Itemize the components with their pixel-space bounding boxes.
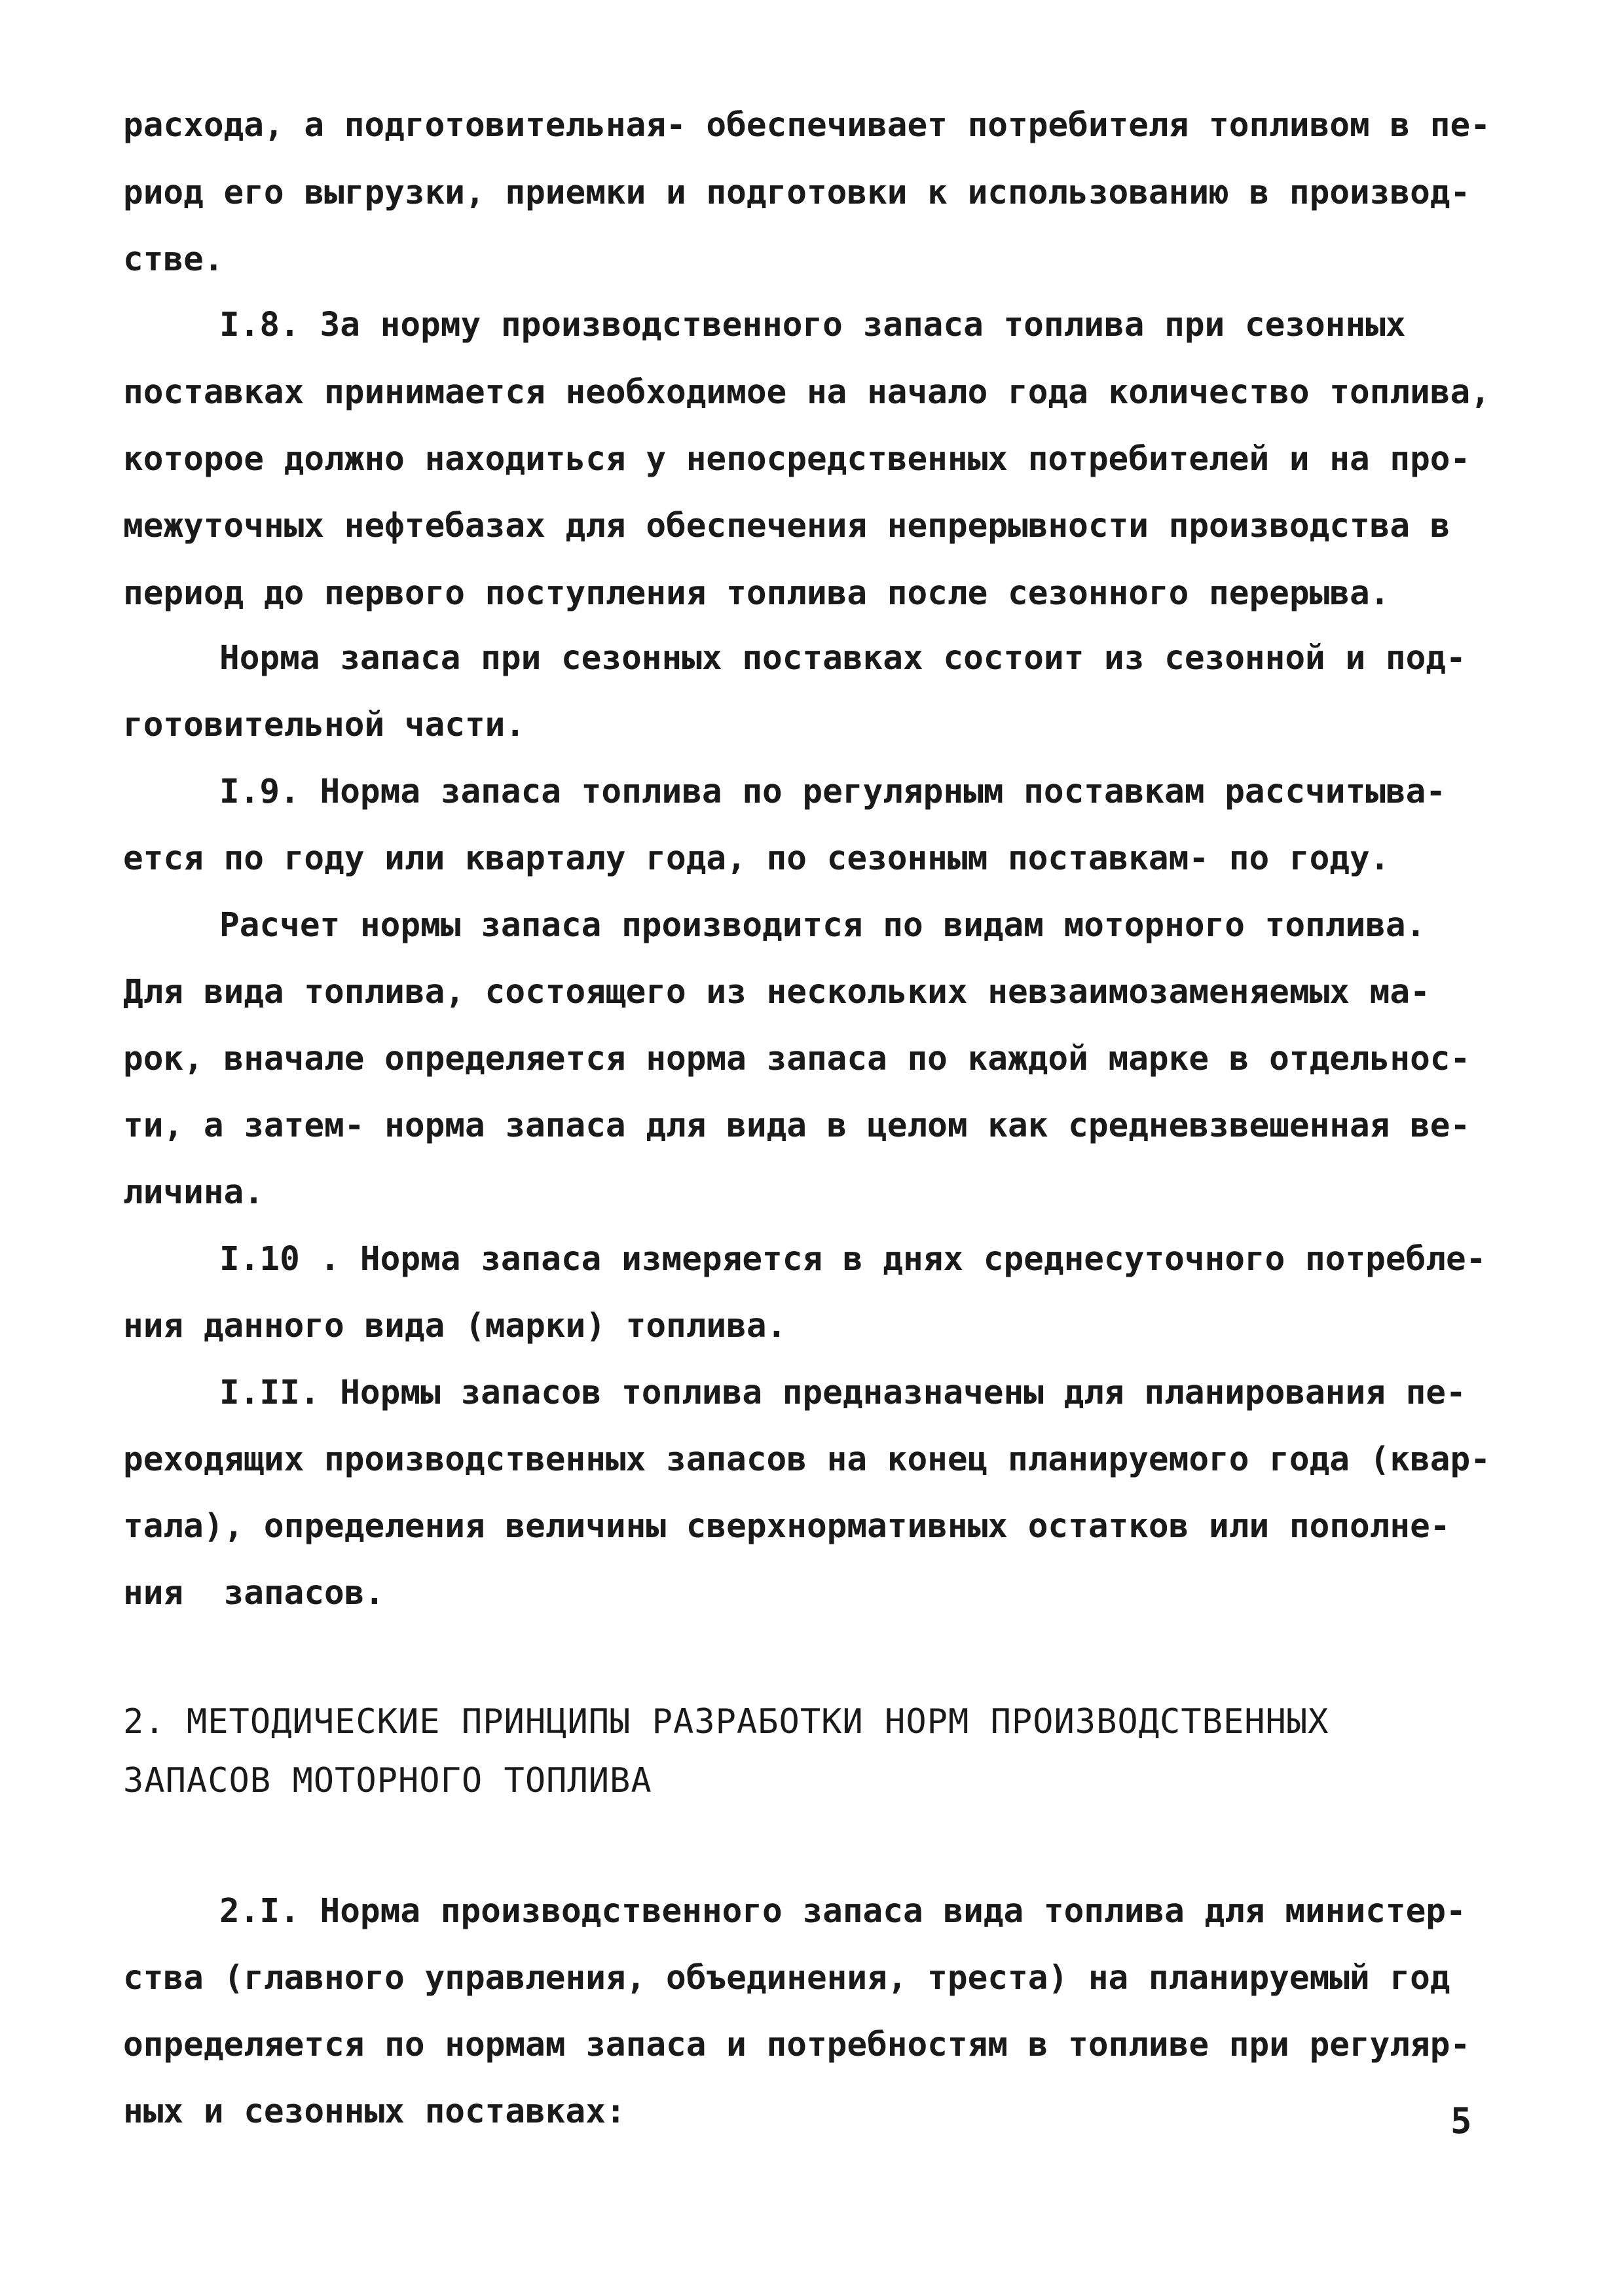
text-line: 2.I. Норма производственного запаса вида топлива для министер- [219, 1892, 1466, 1931]
text-line: Норма запаса при сезонных поставках состоит из сезонной и под- [219, 639, 1466, 678]
text-line: Расчет нормы запаса производится по видам моторного топлива. [219, 906, 1426, 945]
text-line: определяется по нормам запаса и потребностям в топливе при регуляр- [123, 2026, 1471, 2064]
text-line: ния данного вида (марки) топлива. [123, 1307, 787, 1345]
text-line: I.10 . Норма запаса измеряется в днях среднесуточного потребле- [219, 1240, 1486, 1279]
text-line: ется по году или кварталу года, по сезонным поставкам- по году. [123, 839, 1390, 878]
text-line: тала), определения величины сверхнормативных остатков или пополне- [123, 1507, 1450, 1546]
text-line: рок, вначале определяется норма запаса по каждой марке в отдельнос- [123, 1040, 1471, 1078]
text-line: которое должно находиться у непосредственных потребителей и на про- [123, 440, 1471, 479]
text-line: ства (главного управления, объединения, треста) на планируемый год [123, 1959, 1450, 1997]
text-line: ных и сезонных поставках: [123, 2092, 626, 2131]
text-line: I.II. Нормы запасов топлива предназначены для планирования пе- [219, 1374, 1466, 1412]
text-line: I.9. Норма запаса топлива по регулярным поставкам рассчитыва- [219, 773, 1446, 811]
text-line: ния запасов. [123, 1574, 385, 1613]
text-line: I.8. За норму производственного запаса топлива при сезонных [219, 306, 1406, 344]
text-line: межуточных нефтебазах для обеспечения непрерывности производства в [123, 507, 1450, 545]
text-line: готовительной части. [123, 706, 526, 744]
text-line: расхода, а подготовительная- обеспечивает потребителя топливом в пе- [123, 106, 1490, 145]
text-line: реходящих производственных запасов на конец планируемого года (квар- [123, 1440, 1490, 1479]
section-heading: 2. МЕТОДИЧЕСКИЕ ПРИНЦИПЫ РАЗРАБОТКИ НОРМ ПРОИЗВОДСТВЕННЫХ [123, 1702, 1329, 1741]
section-heading: ЗАПАСОВ МОТОРНОГО ТОПЛИВА [123, 1761, 652, 1800]
text-line: риод его выгрузки, приемки и подготовки к использованию в производ- [123, 173, 1471, 212]
text-line: период до первого поступления топлива после сезонного перерыва. [123, 574, 1390, 613]
text-line: личина. [123, 1173, 264, 1212]
text-line: Для вида топлива, состоящего из нескольких невзаимозаменяемых ма- [123, 973, 1430, 1011]
text-line: ти, а затем- норма запаса для вида в целом как средневзвешенная ве- [123, 1106, 1471, 1145]
text-line: стве. [123, 240, 224, 279]
text-line: поставках принимается необходимое на начало года количество топлива, [123, 373, 1490, 412]
page-number: 5 [1450, 2100, 1472, 2141]
